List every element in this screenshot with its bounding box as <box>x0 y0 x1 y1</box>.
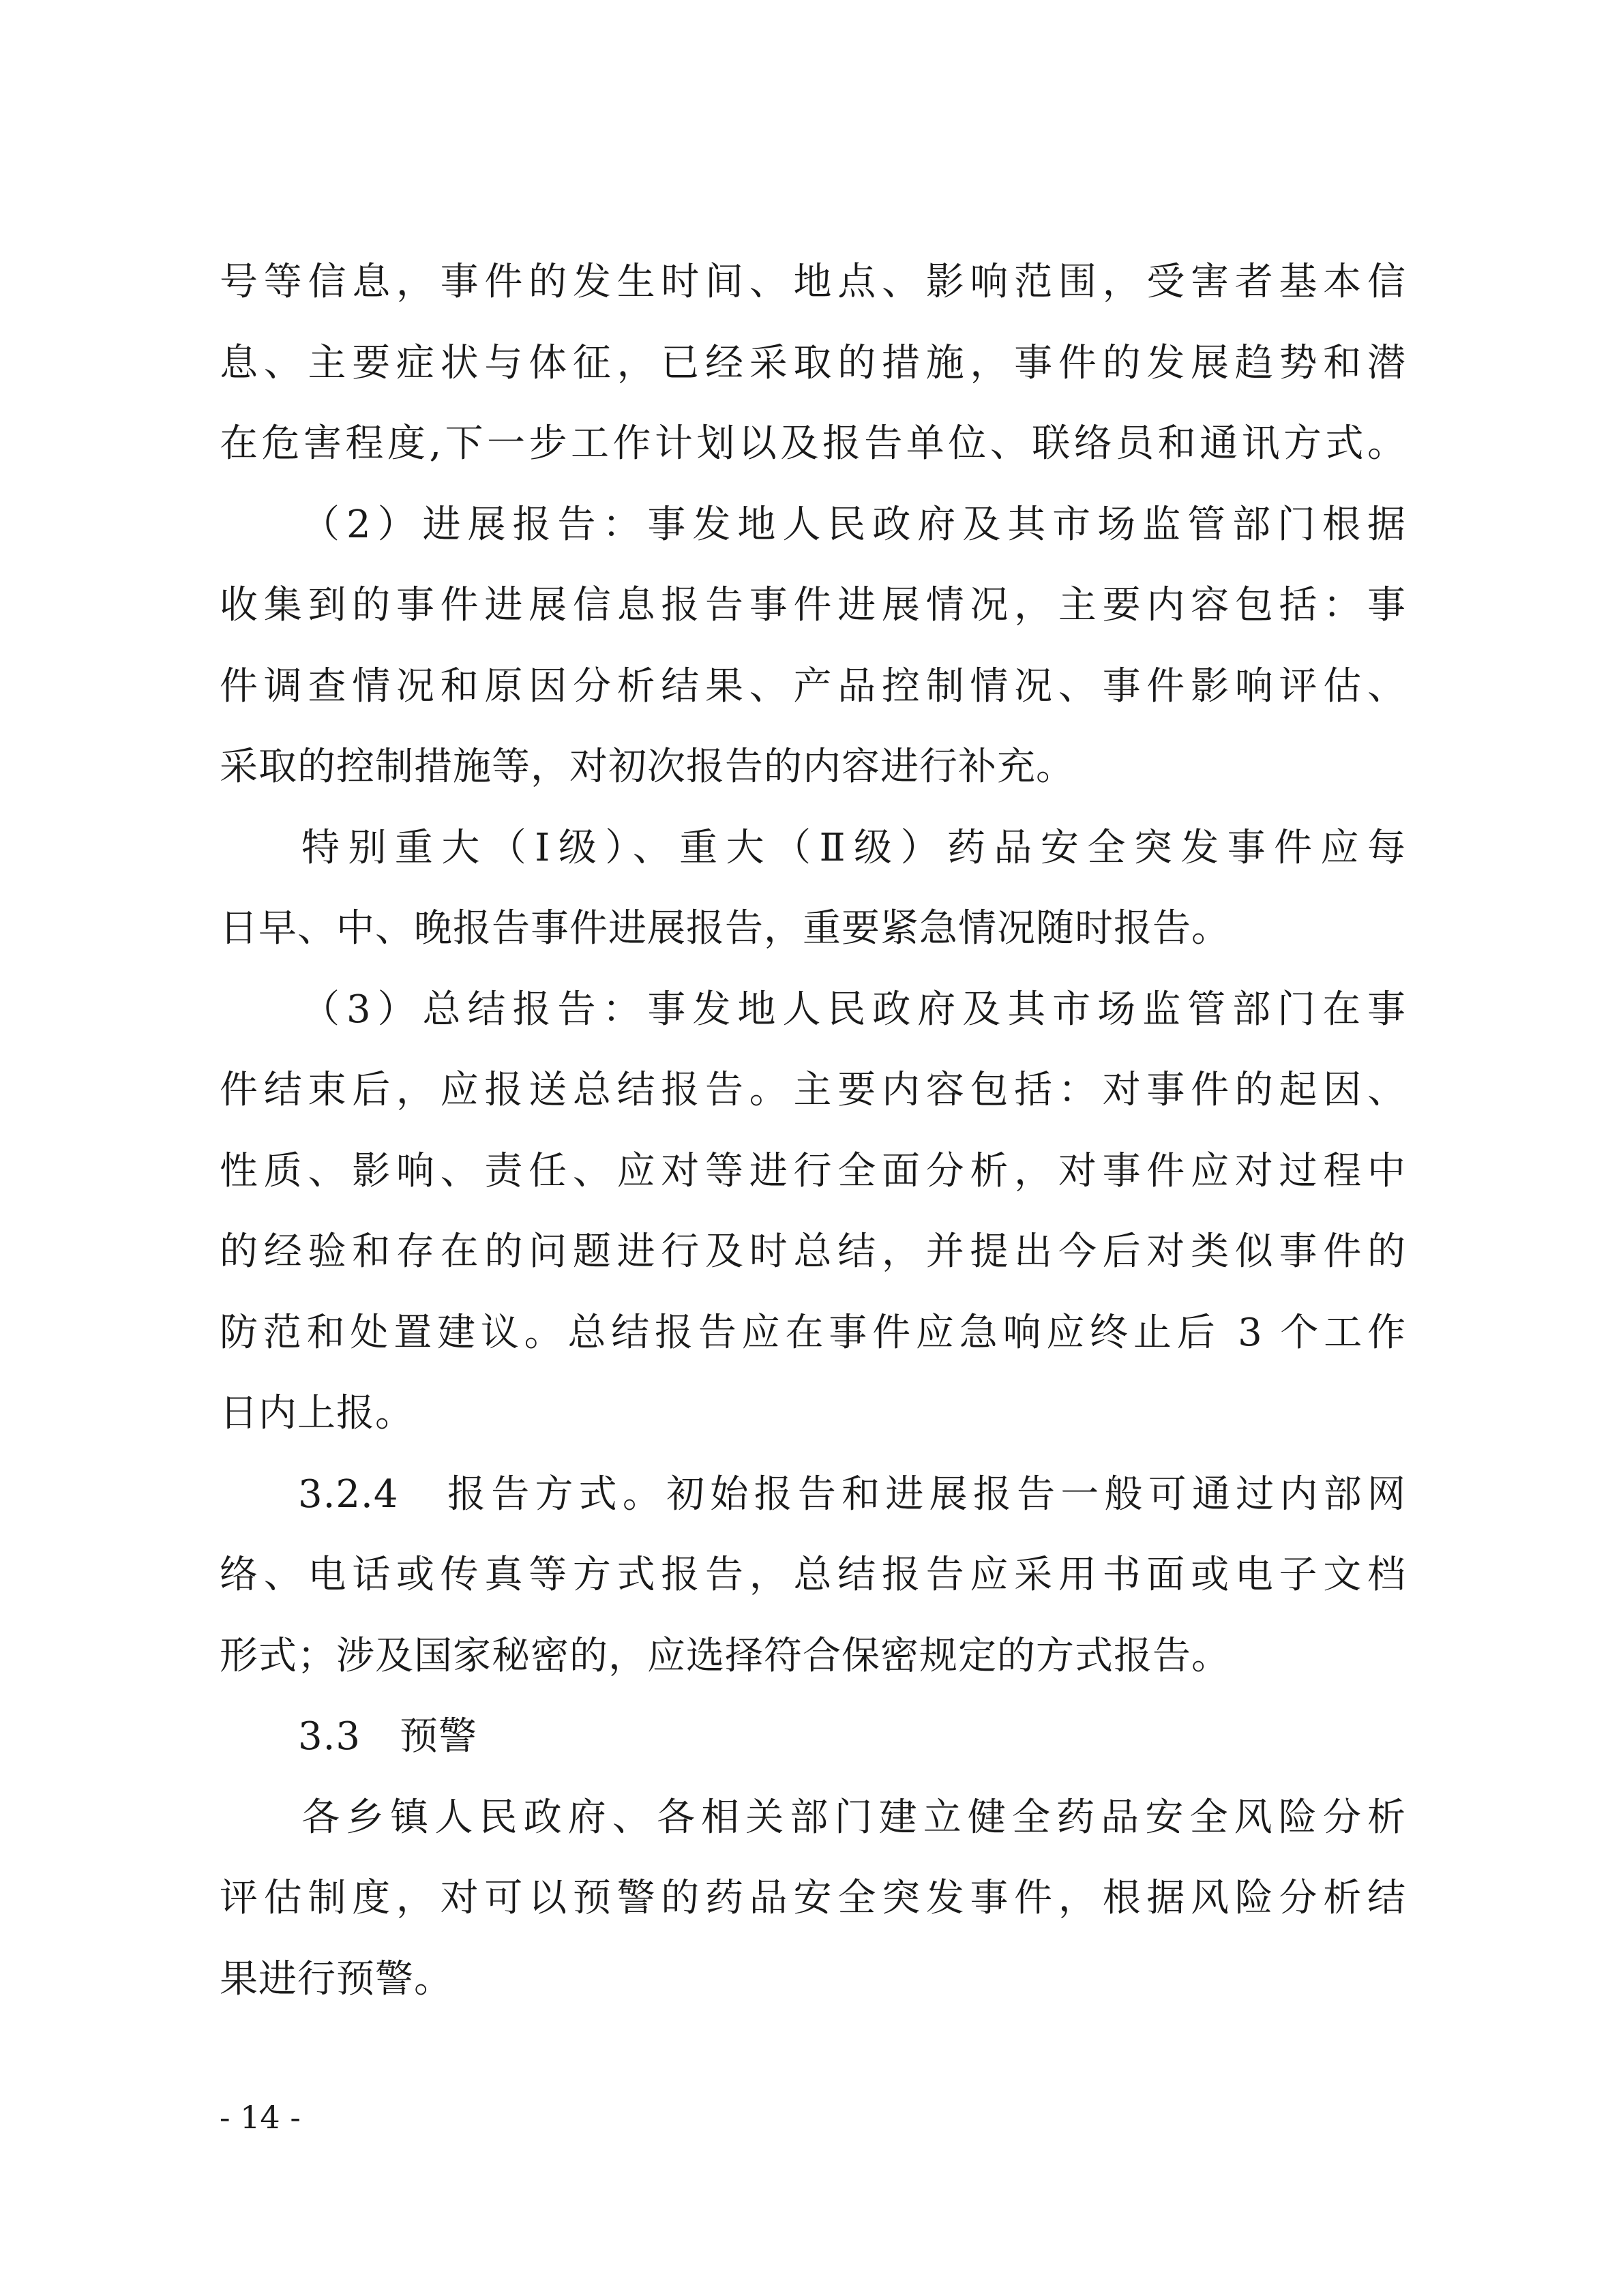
text-line: 号等信息，事件的发生时间、地点、影响范围，受害者基本信 <box>220 260 1406 304</box>
text-line: 评估制度，对可以预警的药品安全突发事件，根据风险分析结 <box>220 1876 1406 1920</box>
text-line: 收集到的事件进展信息报告事件进展情况，主要内容包括：事 <box>220 583 1406 627</box>
text-line: 特别重大（Ⅰ级）、重大（Ⅱ级）药品安全突发事件应每 <box>301 825 1406 870</box>
text-line: 在危害程度,下一步工作计划以及报告单位、联络员和通讯方式。 <box>220 421 1406 466</box>
text-line: 件调查情况和原因分析结果、产品控制情况、事件影响评估、 <box>220 664 1406 709</box>
text-line: 形式；涉及国家秘密的，应选择符合保密规定的方式报告。 <box>220 1633 1230 1678</box>
text-line: 日内上报。 <box>220 1391 414 1435</box>
text-line: （3）总结报告：事发地人民政府及其市场监管部门在事 <box>301 987 1406 1032</box>
section-heading-3-2-4: 3.2.4 报告方式。初始报告和进展报告一般可通过内部网 <box>298 1472 1406 1517</box>
text-line: 防范和处置建议。总结报告应在事件应急响应终止后 3 个工作 <box>220 1310 1406 1355</box>
page-number: - 14 - <box>220 2099 301 2136</box>
text-line: 息、主要症状与体征，已经采取的措施，事件的发展趋势和潜 <box>220 340 1406 385</box>
text-line: 各乡镇人民政府、各相关部门建立健全药品安全风险分析 <box>301 1795 1406 1840</box>
text-line: 日早、中、晚报告事件进展报告，重要紧急情况随时报告。 <box>220 906 1230 951</box>
text-line: 络、电话或传真等方式报告，总结报告应采用书面或电子文档 <box>220 1553 1406 1597</box>
section-heading-3-3: 3.3 预警 <box>298 1714 478 1759</box>
document-body <box>220 242 1406 2020</box>
text-line: 件结束后，应报送总结报告。主要内容包括：对事件的起因、 <box>220 1068 1406 1112</box>
text-line: 性质、影响、责任、应对等进行全面分析，对事件应对过程中 <box>220 1148 1406 1193</box>
text-line: 采取的控制措施等，对初次报告的内容进行补充。 <box>220 745 1075 789</box>
text-line: （2）进展报告：事发地人民政府及其市场监管部门根据 <box>301 502 1406 547</box>
text-line: 果进行预警。 <box>220 1956 453 2001</box>
text-line: 的经验和存在的问题进行及时总结，并提出今后对类似事件的 <box>220 1229 1406 1274</box>
